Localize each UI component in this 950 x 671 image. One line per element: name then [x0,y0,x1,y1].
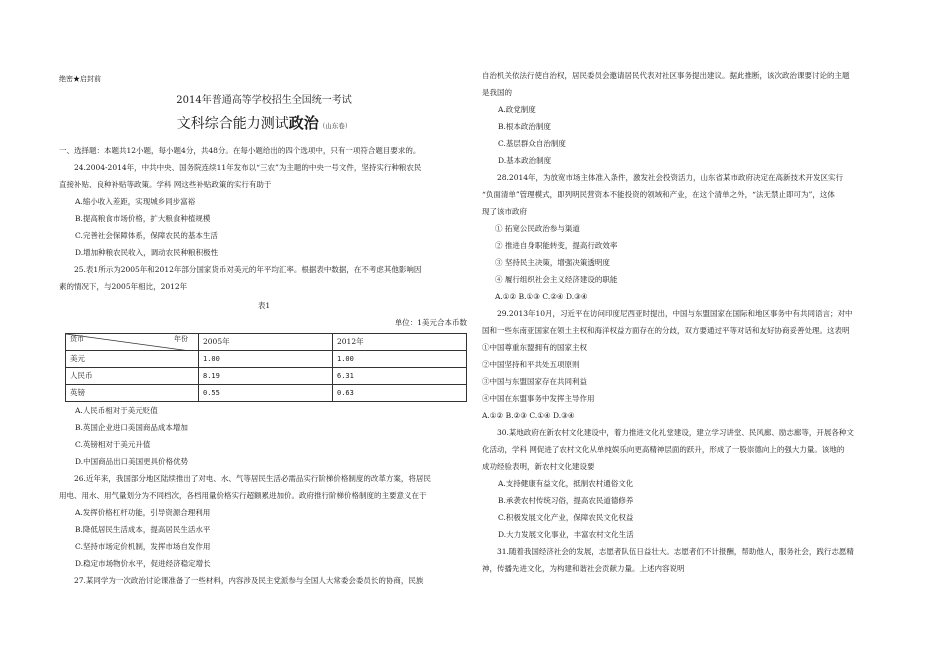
q28-statement: ① 拓宽公民政治参与渠道 [495,224,580,233]
q30-stem-line: 化活动，学科 网促进了农村文化从单纯娱乐向更高精神层面的跃升，形成了一股崇德向上的强大力量。该地的 [482,445,845,454]
q27-stem-line: 27.某同学为一次政治讨论课准备了一些材料，内容涉及民主党派参与全国人大常委会委员长的协商，民族 [74,576,424,585]
table-unit: 单位：1美元合本币数 [394,318,467,327]
paper-title-main: 文科综合能力测试 [176,116,289,132]
q30-option-b: B.承袭农村传统习俗，提高农民道德修养 [498,496,634,505]
paper-title [59,111,469,138]
table-cell-2005: 0.55 [199,385,333,402]
header-year-2012: 2012年 [333,334,467,351]
confidential-mark: 绝密★启封前 [59,75,101,83]
q29-stem-line: 29.2013年10月，习近平在访问印度尼西亚时提出，中国与东盟国家在国际和地区事务中有共同语言；对中 [497,309,853,318]
table-cell-currency: 美元 [66,351,199,368]
q30-option-c: C.积极发展文化产业，保障农民文化权益 [498,513,634,522]
q31-stem-line: 31.随着我国经济社会的发展，志愿者队伍日益壮大。志愿者们不计报酬，帮助他人，服务社会，践行志愿精 [497,547,854,556]
q25-stem-line: 素的情况下，与2005年相比，2012年 [59,282,188,291]
q25-stem-line: 25.表1所示为2005年和2012年部分国家货币对美元的年平均汇率。根据表中数据，在不考虑其他影响因 [74,265,422,274]
q25-option-d: D.中国商品出口美国更具价格优势 [75,457,189,466]
q27-stem-line: 自治机关依法行使自治权，居民委员会邀请居民代表对社区事务提出建议。据此推断，该次政治课要讨论的主题 [482,71,850,80]
q26-option-d: D.稳定市场物价水平，促进经济稳定增长 [75,559,211,568]
q28-stem-line: 现了该市政府 [482,207,527,216]
q29-statement: ③中国与东盟国家存在共同利益 [482,377,587,386]
q28-stem-line: 28.2014年，为放宽市场主体准入条件，激发社会投资活力，山东省某市政府决定在高新技术开发区实行 [497,173,844,182]
q30-option-a: A.支持健康有益文化，抵制农村通俗文化 [498,479,634,488]
q27-option-d: D.基本政治制度 [498,156,552,165]
right-column [482,67,894,577]
q28-statement: ② 推进自身职能转变，提高行政效率 [495,241,618,250]
q28-statement: ③ 坚持民主决策，增强决策透明度 [495,258,610,267]
q27-option-c: C.基层群众自治制度 [498,139,566,148]
table-cell-currency: 人民币 [66,368,199,385]
diagonal-line [66,334,190,351]
q28-stem-line: “负面清单”管理模式，即列明民营资本不能投资的领域和产业，在这个清单之外，“法无禁止即可为”，这体 [482,190,835,199]
table-cell-2005: 1.00 [199,351,333,368]
q26-option-a: A.发挥价格杠杆功能，引导资源合理利用 [75,508,211,517]
q31-stem-line: 神，传播先进文化，为构建和谐社会贡献力量。上述内容说明 [482,564,685,573]
q25-option-b: B.英国企业进口美国商品成本增加 [75,423,188,432]
q26-option-c: C.坚持市场定价机制，发挥市场自发作用 [75,542,211,551]
q29-statement: ④中国在东盟事务中发挥主导作用 [482,394,595,403]
q30-stem-line: 成功经验表明，新农村文化建设要 [482,462,595,471]
q28-statement: ④ 履行组织社会主义经济建设的职能 [495,275,618,284]
q24-option-a: A.缩小收入差距，实现城乡同步富裕 [75,197,196,206]
q24-stem-line: 24.2004-2014年，中共中央、国务院连续11年发布以“三农”为主题的中央一号文件，坚持实行种粮农民 [74,163,422,172]
q24-option-d: D.增加种粮农民收入，调动农民种粮积极性 [75,248,219,257]
table-cell-2012: 0.63 [333,385,467,402]
table-header-row [66,334,467,351]
header-year-2005: 2005年 [199,334,333,351]
q24-option-b: B.提高粮食市场价格，扩大粮食种植规模 [75,214,211,223]
table-caption: 表1 [257,301,271,310]
q28-options: A.①② B.①③ C.②④ D.③④ [495,292,588,301]
table-row [66,385,467,402]
q29-options: A.①② B.②③ C.①④ D.③④ [482,411,575,420]
q24-option-c: C.完善社会保障体系，保障农民的基本生活 [75,231,218,240]
q25-option-c: C.英镑相对于美元升值 [75,440,151,449]
q30-option-d: D.大力发展文化事业，丰富农村文化生活 [498,530,634,539]
q27-stem-line: 是我国的 [482,88,512,97]
q26-stem-line: 用电、用水、用气量划分为不同档次，各档用量价格实行超额累进加价。政府推行阶梯价格制度的主要意义在于 [59,491,427,500]
q24-stem-line: 直接补贴、良种补贴等政策。学科 网这些补贴政策的实行有助于 [59,180,272,189]
header-year-label: 年份 [174,335,188,343]
q30-stem-line: 30.某地政府在新农村文化建设中，着力推进文化礼堂建设，建立学习讲堂、民风廊、励志廊等，开展各种文 [497,428,854,437]
table-cell-currency: 英镑 [66,385,199,402]
header-currency-label: 货币 [70,335,84,343]
exam-title: 2014年普通高等学校招生全国统一考试 [176,95,352,106]
q29-stem-line: 国和一些东南亚国家在领土主权和海洋权益方面存在的分歧，双方要通过平等对话和友好协商妥善处理。这表明 [482,326,850,335]
table-cell-2012: 1.00 [333,351,467,368]
q26-stem-line: 26.近年来，我国部分地区陆续推出了对电、水、气等居民生活必需品实行阶梯价格制度的改革方案，将居民 [74,474,431,483]
q27-option-b: B.根本政治制度 [498,122,551,131]
table-row [66,351,467,368]
exchange-rate-table [65,333,467,402]
table-row [66,368,467,385]
q29-statement: ①中国尊重东盟拥有的国家主权 [482,343,587,352]
table-cell-2012: 6.31 [333,368,467,385]
q29-statement: ②中国坚持和平共处五项原则 [482,360,580,369]
table-cell-2005: 8.19 [199,368,333,385]
paper-title-region: （山东卷） [318,122,352,130]
q27-option-a: A.政党制度 [498,105,536,114]
q26-option-b: B.降低居民生活成本，提高居民生活水平 [75,525,211,534]
paper-title-subject: 政治 [288,114,319,132]
q25-option-a: A.人民币相对于美元贬值 [75,406,158,415]
left-column [59,67,469,589]
table-header-diagonal-cell [66,334,199,351]
section-intro: 一、选择题：本题共12小题，每小题4分，共48分。在每小题给出的四个选项中，只有一项符合题目要求的。 [59,146,421,155]
